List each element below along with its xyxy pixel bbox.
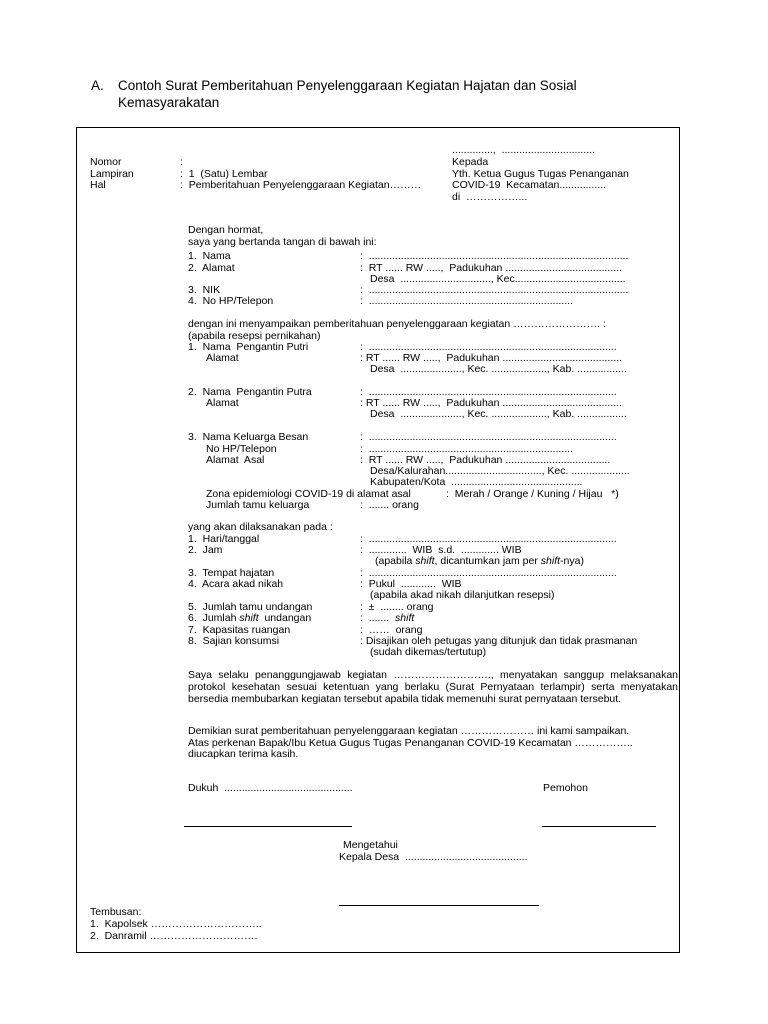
nomor-label: Nomor (90, 156, 122, 168)
besan-nama-label: 3. Nama Keluarga Besan (188, 431, 309, 443)
mengetahui-label: Mengetahui (343, 839, 398, 851)
putra-alamat-value: : RT ...... RW ....., Padukuhan ......................................... (360, 397, 623, 409)
nomor-sep: : (180, 156, 183, 168)
putra-nama-label: 2. Nama Pengantin Putra (188, 386, 312, 398)
tempat-value: : ..................................................................................... (360, 567, 617, 579)
kepala-desa-label: Kepala Desa .......................................... (339, 851, 528, 863)
sender-nama-label: 1. Nama (188, 250, 231, 262)
closing-line1: Demikian surat pemberitahuan penyelenggaraan kegiatan ………………… ini kami sampaikan. (188, 725, 630, 737)
jam-value: : ............. WIB s.d. ............. WIB (360, 544, 522, 556)
date-line: .............., ................................ (452, 144, 595, 156)
kapasitas-value: : …… orang (360, 624, 423, 636)
hari-value: : ..................................................................................... (360, 533, 617, 545)
putri-alamat-value: : RT ...... RW ....., Padukuhan ......................................... (360, 352, 623, 364)
jam-label: 2. Jam (188, 544, 223, 556)
sender-hp-label: 4. No HP/Telepon (188, 295, 274, 307)
undangan-value: : ± ........ orang (360, 601, 434, 613)
tembusan-item1: 1. Kapolsek ………………………….. (90, 918, 262, 930)
putri-alamat-label: Alamat (206, 352, 239, 364)
shift-value: : ....... shift (360, 612, 415, 624)
besan-alamat-value: : RT ...... RW ....., Padukuhan .................................... (360, 454, 611, 466)
sender-nama-value: : ......................................................................................... (360, 250, 629, 262)
besan-nama-value: : ..................................................................................... (360, 431, 617, 443)
sajian-label: 8. Sajian konsumsi (188, 635, 280, 647)
putri-nama-label: 1. Nama Pengantin Putri (188, 341, 309, 353)
tembusan-item2: 2. Danramil …………………………. (90, 930, 258, 942)
recipient-line4: di ……………... (452, 191, 528, 203)
dukuh-signature-line (184, 826, 352, 827)
recipient-line1: Kepada (452, 156, 489, 168)
sender-alamat-value: : RT ...... RW ....., Padukuhan ........................................ (360, 262, 623, 274)
sender-alamat-label: 2. Alamat (188, 262, 235, 274)
sajian-value: : Disajikan oleh petugas yang ditunjuk dan tidak prasmanan (360, 635, 638, 647)
tembusan-title: Tembusan: (90, 906, 142, 918)
besan-tamu-value: : ....... orang (360, 499, 419, 511)
putri-nama-value: : ..................................................................................... (360, 341, 617, 353)
besan-zona-label: Zona epidemiologi COVID-19 di alamat asal (206, 488, 411, 500)
besan-hp-label: No HP/Telepon (206, 443, 277, 455)
intro-line1: dengan ini menyampaikan pemberitahuan penyelenggaraan kegiatan ……………………. : (188, 318, 606, 330)
jam-note: (apabila shift, dicantumkan jam per shift-nya) (375, 555, 584, 567)
sender-nik-label: 3. NIK (188, 284, 221, 296)
schedule-intro: yang akan dilaksanakan pada : (188, 521, 333, 533)
kapasitas-label: 7. Kapasitas ruangan (188, 624, 291, 636)
section-title-line2: Kemasyarakatan (118, 95, 220, 110)
lampiran-value: : 1 (Satu) Lembar (180, 168, 268, 180)
recipient-line3: COVID-19 Kecamatan................ (452, 179, 607, 191)
hal-label: Hal (90, 179, 106, 191)
closing-line3: diucapkan terima kasih. (188, 748, 299, 760)
putra-nama-value: : ..................................................................................... (360, 386, 617, 398)
putra-alamat-value2: Desa ....................., Kec. ..................., Kab. ................. (370, 408, 627, 420)
undangan-label: 5. Jumlah tamu undangan (188, 601, 313, 613)
hal-value: : Pemberitahuan Penyelenggaraan Kegiatan……… (180, 179, 422, 191)
sender-nik-value: : ......................................................................................... (360, 284, 629, 296)
tempat-label: 3. Tempat hajatan (188, 567, 275, 579)
lampiran-label: Lampiran (90, 168, 134, 180)
greeting-line1: Dengan hormat, (188, 224, 264, 236)
besan-tamu-label: Jumlah tamu keluarga (206, 499, 310, 511)
section-title-line1: Contoh Surat Pemberitahuan Penyelenggaraan Kegiatan Hajatan dan Sosial (118, 78, 577, 93)
putri-alamat-value2: Desa ....................., Kec. ..................., Kab. ................. (370, 363, 627, 375)
closing-line2: Atas perkenan Bapak/Ibu Ketua Gugus Tugas Penanganan COVID-19 Kecamatan …………….. (188, 737, 633, 749)
pemohon-signature-line (542, 826, 656, 827)
putra-alamat-label: Alamat (206, 397, 239, 409)
besan-hp-value: : ...................................................................... (360, 443, 573, 455)
pemohon-label: Pemohon (543, 782, 588, 794)
sender-alamat-value2: Desa ..............................., Kec...................................... (370, 273, 626, 285)
besan-alamat-label: Alamat Asal (206, 454, 265, 466)
kepala-desa-signature-line (339, 905, 539, 906)
besan-zona-value: : Merah / Orange / Kuning / Hijau *) (446, 488, 619, 500)
akad-note: (apabila akad nikah dilanjutkan resepsi) (370, 589, 555, 601)
greeting-line2: saya yang bertanda tangan di bawah ini: (188, 236, 377, 248)
akad-label: 4. Acara akad nikah (188, 578, 284, 590)
akad-value: : Pukul ............ WIB (360, 578, 462, 590)
sajian-note: (sudah dikemas/tertutup) (370, 646, 487, 658)
besan-alamat-value3: Kabupaten/Kota ............................................. (370, 476, 583, 488)
hari-label: 1. Hari/tanggal (188, 533, 260, 545)
shift-label: 6. Jumlah shift undangan (188, 612, 312, 624)
besan-alamat-value2: Desa/Kalurahan................................., Kec. .................... (370, 465, 630, 477)
recipient-line2: Yth. Ketua Gugus Tugas Penanganan (452, 168, 629, 180)
intro-line2: (apabila resepsi pernikahan) (188, 330, 321, 342)
sender-hp-value: : ...................................................................... (360, 295, 573, 307)
dukuh-label: Dukuh ............................................ (188, 782, 353, 794)
statement-paragraph: Saya selaku penanggungjawab kegiatan ………………………., menyatakan sanggup melaksanakan protokol kesehatan sesuai ketentuan yang berlaku (Surat Pernyataan terlampir) serta menyatakan bersedia membubarkan kegiatan tersebut apabila tidak memenuhi surat pernyataan tersebut. (188, 669, 678, 705)
section-letter: A. (91, 78, 104, 93)
